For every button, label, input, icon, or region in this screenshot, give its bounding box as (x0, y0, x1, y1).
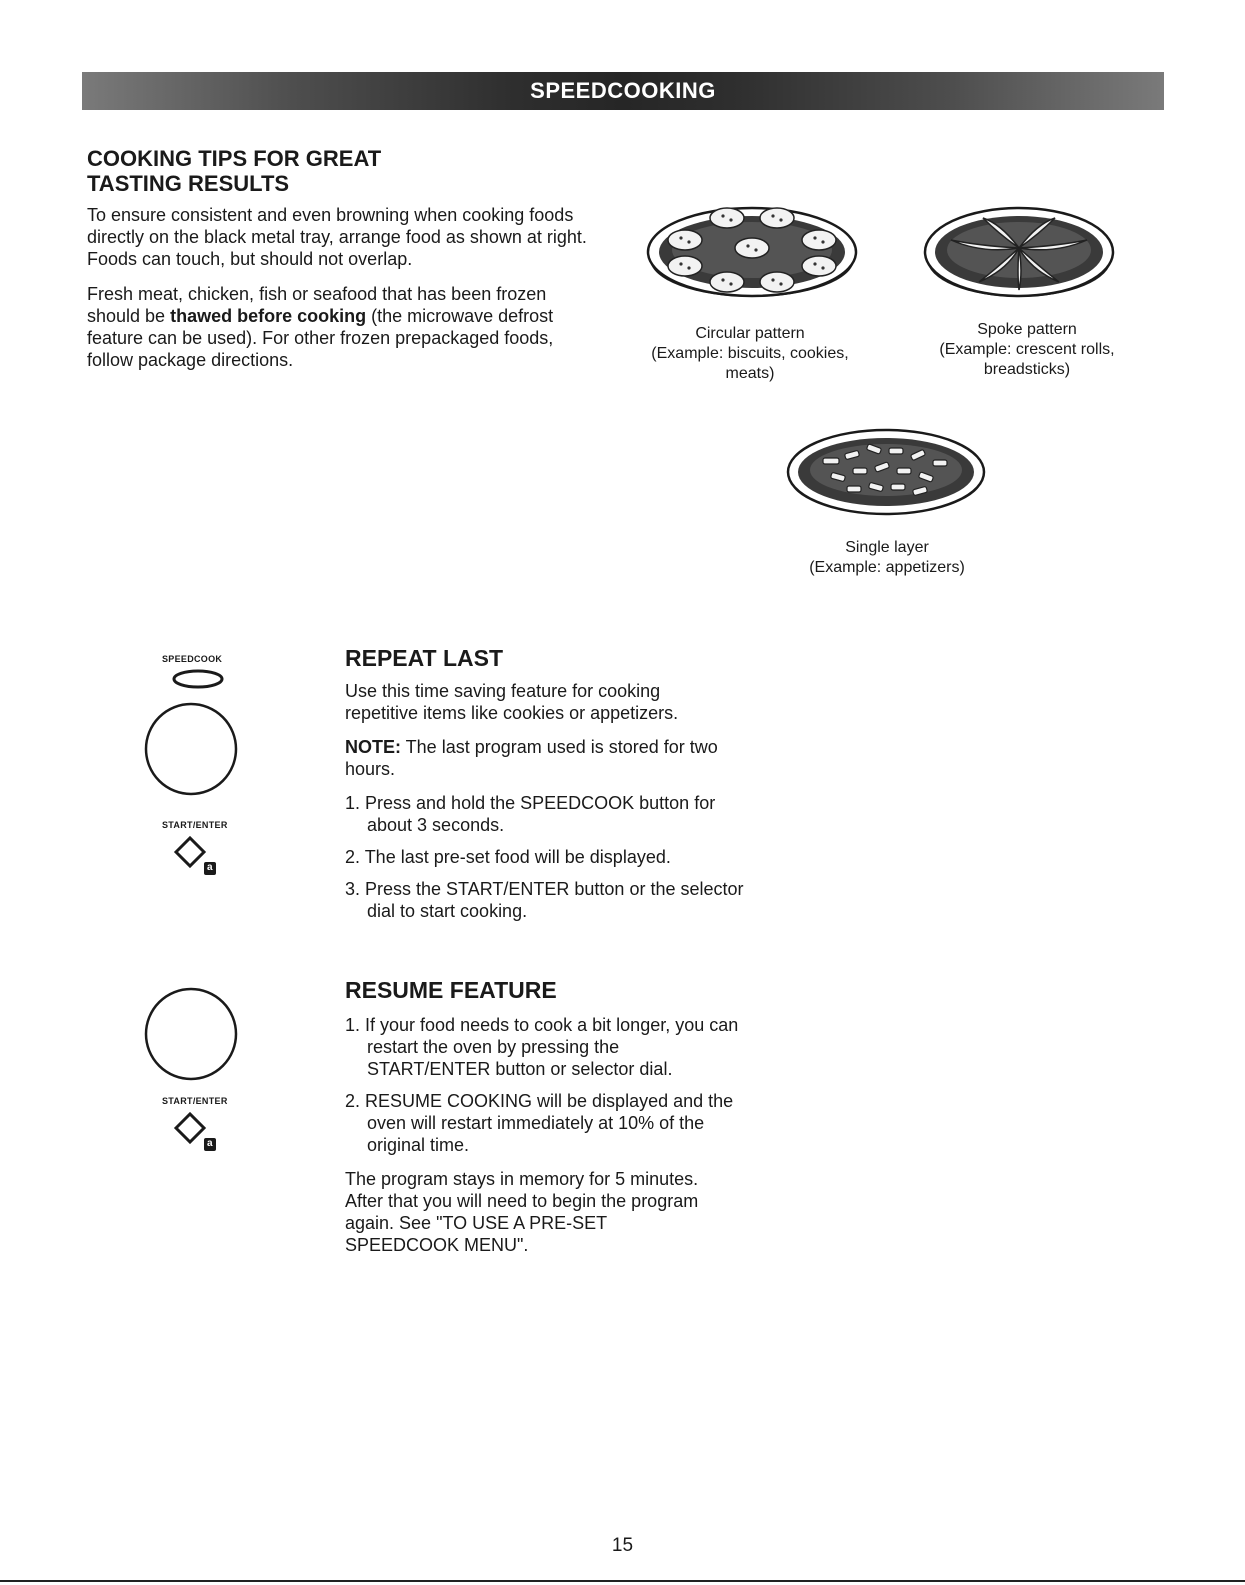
tips-para2-start: Fresh meat, chicken, fish or seafood that has been frozen should be (87, 284, 547, 326)
resume-steps (345, 1014, 740, 1166)
spoke-pattern-example-line2: breadsticks) (983, 361, 1071, 378)
circular-pattern-caption (630, 324, 870, 384)
repeat-last-step: 3. Press the START/ENTER button or the selector dial to start cooking. (345, 879, 744, 921)
tips-para2-bold: thawed before cooking (170, 306, 367, 326)
tips-paragraph-1: To ensure consistent and even browning when cooking foods directly on the black metal tray, arrange food as shown at right. Foods can touch, but should not overlap. (87, 205, 587, 269)
section-banner (82, 72, 1164, 110)
circular-pattern-example-line1: (Example: biscuits, cookies, (651, 345, 849, 362)
selector-dial-icon (142, 700, 240, 798)
lock-glyph: a (207, 862, 213, 873)
repeat-last-note (345, 736, 735, 780)
repeat-last-step: 2. The last pre-set food will be displayed. (345, 847, 671, 867)
cooking-tips-heading-line1: COOKING TIPS FOR GREAT (87, 146, 382, 171)
resume-step: 2. RESUME COOKING will be displayed and the oven will restart immediately at 10% of the original time. (345, 1091, 734, 1155)
banner-title: SPEEDCOOKING (530, 78, 716, 103)
speedcook-button-label: SPEEDCOOK (162, 654, 223, 664)
start-enter-button-icon (172, 832, 228, 878)
cooking-tips-heading (87, 146, 381, 196)
resume-feature-heading: RESUME FEATURE (345, 977, 557, 1003)
start-enter-button-label-2: START/ENTER (162, 1096, 228, 1106)
resume-footer: The program stays in memory for 5 minutes. After that you will need to begin the program again. See "TO USE A PRE-SET SPEEDCOOK MENU". (345, 1169, 699, 1255)
circular-pattern-label: Circular pattern (695, 325, 805, 342)
spoke-pattern-caption (907, 320, 1147, 380)
resume-step: 1. If your food needs to cook a bit longer, you can restart the oven by pressing the START/ENTER button or selector dial. (345, 1015, 739, 1079)
spoke-pattern-label: Spoke pattern (977, 321, 1077, 338)
bottom-rule (0, 1580, 1245, 1582)
tips-paragraph-2 (87, 283, 557, 371)
repeat-last-intro: Use this time saving feature for cooking repetitive items like cookies or appetizers. (345, 681, 679, 723)
single-layer-caption (767, 538, 1007, 578)
circular-pattern-example-line2: meats) (725, 365, 775, 382)
selector-dial-icon-2 (142, 985, 240, 1083)
single-layer-example-line1: (Example: appetizers) (809, 559, 965, 576)
note-text: The last program used is stored for two hours. (345, 737, 718, 779)
cooking-tips-heading-line2: TASTING RESULTS (87, 171, 290, 196)
repeat-last-step: 1. Press and hold the SPEEDCOOK button for about 3 seconds. (345, 793, 716, 835)
spoke-pattern-tray-illustration (921, 196, 1117, 304)
lock-glyph-2: a (207, 1138, 213, 1149)
repeat-last-steps (345, 792, 745, 932)
tips-para2-end: (the microwave defrost feature can be used). For other frozen prepackaged foods, follow package directions. (87, 306, 554, 370)
start-enter-button-label: START/ENTER (162, 820, 228, 830)
page-number: 15 (611, 1535, 634, 1556)
repeat-last-heading: REPEAT LAST (345, 645, 504, 671)
start-enter-button-icon-2 (172, 1108, 228, 1154)
single-layer-tray-illustration (783, 420, 989, 522)
circular-pattern-tray-illustration (643, 196, 861, 304)
spoke-pattern-example-line1: (Example: crescent rolls, (939, 341, 1115, 358)
single-layer-label: Single layer (845, 539, 929, 556)
note-label: NOTE: (345, 737, 401, 757)
speedcook-button-icon (170, 667, 226, 691)
